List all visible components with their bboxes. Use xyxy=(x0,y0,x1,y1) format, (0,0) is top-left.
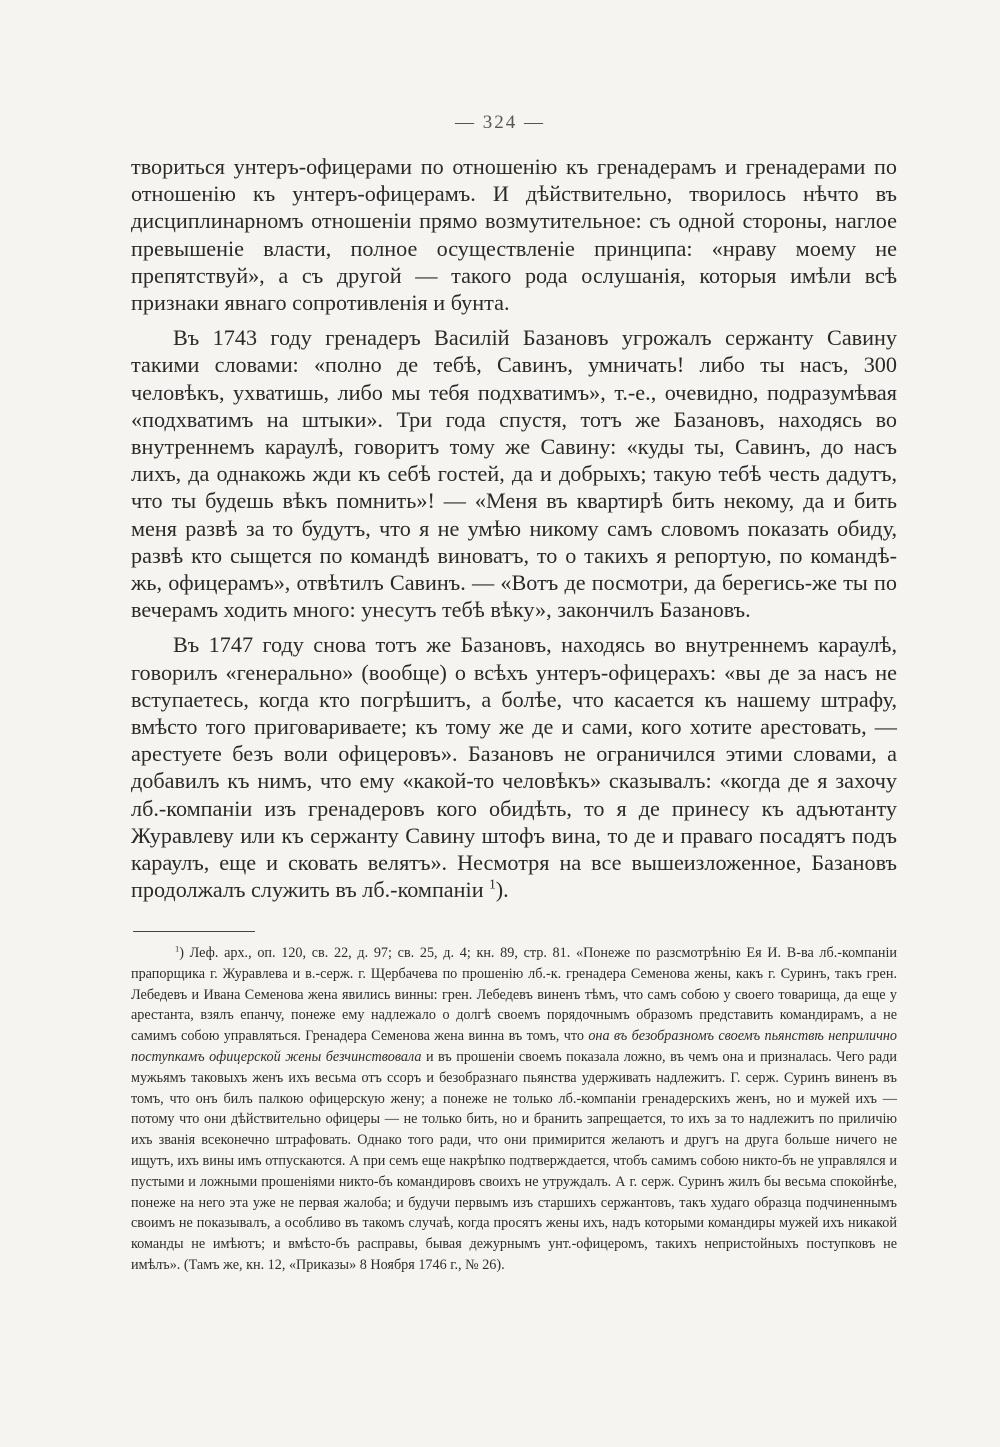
page-number: — 324 — xyxy=(455,112,545,133)
footnote-part-1: ) Леф. арх., оп. 120, св. 22, д. 97; св. 25, д. 4; кн. 89, стр. 81. «Понеже по разсмотрѣнію Ея И. В-ва лб.-компаніи прапорщика г. Журавлева и в.-серж. г. Щербачева по прошенію лб.-к. гренадера Семенова жены, какъ г. Суринъ, такъ грен. Лебедевъ и Ивана Семенова жена явились винны: грен. Лебедевъ виненъ тѣмъ, что самъ собою у своего товарища, да еще у арестанта, взялъ епанчу, понеже ему надлежало о долгѣ своемъ порядочнымъ образомъ представить командирамъ, а не самимъ собою управляться. Гренадера Семенова жена винна въ томъ, что xyxy=(131,945,897,1045)
paragraph-1: твориться унтеръ-офицерами по отношенію къ гренадерамъ и гренадерами по отношенію къ унтеръ-офицерамъ. И дѣйствительно, творилось нѣчто въ дисциплинарномъ отношеніи прямо возмутительное: съ одной стороны, наглое превышеніе власти, полное осуществленіе принципа: «нраву моему не препятствуй», а съ другой — такого рода ослушанія, которыя имѣли всѣ признаки явнаго сопротивленія и бунта. xyxy=(131,154,897,316)
footnote-italic-quote: она въ безобразномъ своемъ пьянствѣ неприлично поступкамъ офицерской жены безчинствовала xyxy=(131,1028,897,1065)
footnote-reference[interactable]: 1 xyxy=(489,876,496,892)
footnote-text xyxy=(131,943,897,1276)
paragraph-2: Въ 1743 году гренадеръ Василій Базановъ угрожалъ сержанту Савину такими словами: «полно де тебѣ, Савинъ, умничать! либо ты насъ, 300 человѣкъ, ухватишь, либо мы тебя подхватимъ», т.-е., очевидно, подразумѣвая «подхватимъ на штыки». Три года спустя, тотъ же Базановъ, находясь во внутреннемъ караулѣ, говоритъ тому же Савину: «куды ты, Савинъ, до насъ лихъ, да однакожь жди къ себѣ гостей, да и добрыхъ; такую тебѣ честь дадутъ, что ты будешь вѣкъ помнить»! — «Меня въ квартирѣ бить некому, да и бить меня развѣ за то будутъ, что я не умѣю никому самъ словомъ показать обиду, развѣ кто сыщется по командѣ виноватъ, то о такихъ я репортую, по командѣ-жь, офицерамъ», отвѣтилъ Савинъ. — «Вотъ де посмотри, да берегись-же ты по вечерамъ ходить много: унесутъ тебѣ вѣку», закончилъ Базановъ. xyxy=(131,325,897,623)
main-text xyxy=(131,153,897,903)
footnote xyxy=(131,943,897,1276)
footnote-divider xyxy=(133,931,255,932)
paragraph-3 xyxy=(131,631,897,903)
paragraph-3-text: Въ 1747 году снова тотъ же Базановъ, находясь во внутреннемъ караулѣ, говорилъ «генерально» (вообще) о всѣхъ унтеръ-офицерахъ: «вы де за насъ не вступаетесь, когда кто погрѣшитъ, а болѣе, что касается къ нашему штрафу, вмѣсто того приговариваете; къ тому же де и сами, кого хотите арестовать, — арестуете безъ воли офицеровъ». Базановъ не ограничился этими словами, а добавилъ къ нимъ, что ему «какой-то человѣкъ» сказывалъ: «когда де я захочу лб.-компаніи изъ гренадеровъ кого обидѣть, то я де принесу къ адъютанту Журавлеву или къ сержанту Савину штофъ вина, то де и праваго посадятъ подъ караулъ, еще и сковать велятъ». Несмотря на все вышеизложенное, Базановъ продолжалъ служить въ лб.-компаніи xyxy=(131,632,897,903)
footnote-part-2: и въ прошеніи своемъ показала ложно, въ чемъ она и призналась. Чего ради мужьямъ таковыхъ женъ ихъ весьма отъ ссоръ и безобразнаго пьянства удерживать надлежитъ. Г. серж. Суринъ виненъ въ томъ, что онъ билъ палкою офицерскую жену; а понеже не только лб.-компаніи гренадерскихъ женъ, но и мужей ихъ — потому что они дѣйствительно офицеры — не только бить, но и бранить запрещается, то ихъ за то надлежитъ по приличію ихъ званія всеконечно штрафовать. Однако того ради, что они примирится желаютъ и другъ на друга больше ничего не ищутъ, ихъ вины имъ отпускаются. А при семъ еще накрѣпко подтверждается, чтобъ самимъ собою никто-бъ не управлялся и пустыми и ложными прошеніями никто-бъ командировъ своихъ не утруждалъ. А г. серж. Суринъ жилъ бы весьма спокойнѣе, понеже на него эта уже не первая жалоба; и будучи первымъ изъ старшихъ сержантовъ, такъ худаго образца подчиненнымъ своимъ не показывалъ, а особливо въ такомъ случаѣ, когда просятъ жены ихъ, надъ которыми командиры мужей ихъ никакой команды не имѣютъ; и вмѣсто-бъ расправы, бывая дежурнымъ унт.-офицеромъ, такихъ непристойныхъ поступковъ не имѣлъ». (Тамъ же, кн. 12, «Приказы» 8 Ноября 1746 г., № 26). xyxy=(131,1048,898,1273)
footnote-reference-tail: ). xyxy=(495,877,509,903)
footnote-marker: 1 xyxy=(175,943,180,954)
